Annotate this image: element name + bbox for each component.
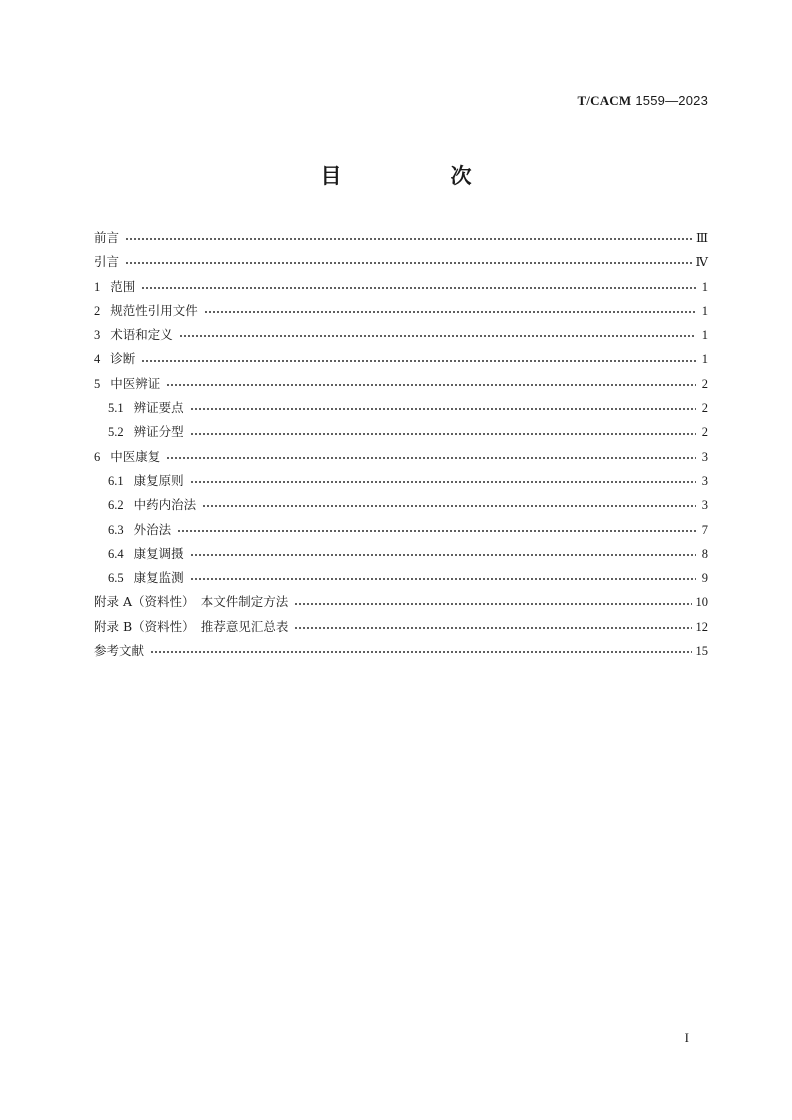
toc-page-number: 2 [701, 376, 708, 391]
toc-dot-leader [125, 237, 692, 241]
page-title: 目 次 [320, 164, 516, 188]
toc-entry[interactable] [94, 275, 708, 299]
toc-entry[interactable] [94, 518, 708, 542]
toc-entry-title: 辨证分型 [133, 424, 184, 440]
toc-dot-leader [202, 504, 696, 508]
toc-section-number: 2 [94, 303, 101, 318]
toc-dot-leader [141, 286, 696, 290]
toc-dot-leader [125, 261, 691, 265]
toc-entry[interactable] [94, 396, 708, 420]
toc-entry-label [108, 396, 184, 420]
toc-entry[interactable] [94, 347, 708, 371]
toc-entry-title: 参考文献 [94, 643, 145, 659]
toc-entry-label [108, 469, 184, 493]
table-of-contents [94, 226, 708, 663]
toc-entry-label [108, 542, 184, 566]
page-number: I [684, 1030, 689, 1045]
toc-page-number: 3 [701, 498, 708, 513]
toc-page-number: 12 [695, 619, 708, 634]
toc-dot-leader [190, 432, 696, 436]
toc-entry-title: 范围 [110, 278, 136, 294]
toc-page-number: 10 [695, 595, 708, 610]
toc-entry[interactable] [94, 420, 708, 444]
toc-entry[interactable] [94, 469, 708, 493]
toc-page-number: 7 [701, 522, 708, 537]
toc-entry[interactable] [94, 323, 708, 347]
toc-entry-title: 附录 A（资料性） 本文件制定方法 [94, 594, 289, 610]
toc-entry-title: 中医康复 [110, 448, 161, 464]
toc-page-number: 9 [701, 571, 708, 586]
toc-entry-label [108, 493, 196, 517]
toc-page-number: 1 [701, 279, 708, 294]
toc-page-number: 15 [695, 644, 708, 659]
toc-entry-label [94, 299, 198, 323]
toc-section-number: 6.4 [108, 546, 124, 561]
toc-section-number: 5.2 [108, 425, 124, 440]
toc-entry-label [94, 590, 288, 614]
toc-section-number: 6.3 [108, 522, 124, 537]
toc-dot-leader [190, 553, 696, 557]
toc-entry-title: 附录 B（资料性） 推荐意见汇总表 [94, 618, 289, 634]
toc-dot-leader [204, 310, 696, 314]
toc-dot-leader [179, 334, 696, 338]
toc-dot-leader [141, 359, 696, 363]
toc-entry-label [108, 518, 171, 542]
toc-entry-label [94, 615, 288, 639]
toc-section-number: 6.5 [108, 571, 124, 586]
toc-entry[interactable] [94, 445, 708, 469]
toc-entry[interactable] [94, 226, 708, 250]
toc-entry-title: 前言 [94, 230, 120, 245]
toc-section-number: 3 [94, 328, 101, 343]
toc-entry-title: 规范性引用文件 [110, 302, 198, 318]
toc-entry-title: 康复原则 [133, 472, 184, 488]
toc-entry[interactable] [94, 566, 708, 590]
toc-entry-title: 中医辨证 [110, 375, 161, 391]
toc-section-number: 1 [94, 279, 101, 294]
toc-page-number: 3 [701, 473, 708, 488]
toc-page-number: Ⅳ [695, 255, 708, 270]
toc-entry-label [108, 566, 184, 590]
toc-entry-title: 外治法 [133, 521, 172, 537]
toc-page-number: 1 [701, 328, 708, 343]
toc-dot-leader [166, 456, 696, 460]
toc-entry-title: 引言 [94, 254, 120, 270]
toc-page-number: 2 [701, 401, 708, 416]
toc-entry-title: 康复监测 [133, 570, 184, 586]
toc-entry-label [94, 372, 160, 396]
toc-entry[interactable] [94, 590, 708, 614]
toc-entry[interactable] [94, 299, 708, 323]
toc-dot-leader [166, 383, 696, 387]
toc-page-number: 3 [701, 449, 708, 464]
toc-page-number: 8 [701, 546, 708, 561]
toc-page-number: Ⅲ [695, 231, 708, 245]
toc-entry-title: 辨证要点 [133, 400, 184, 416]
toc-entry[interactable] [94, 615, 708, 639]
toc-page-number: 1 [701, 303, 708, 318]
toc-entry-label [94, 445, 160, 469]
toc-entry[interactable] [94, 372, 708, 396]
toc-dot-leader [294, 602, 691, 606]
standard-prefix: T/CACM [577, 93, 632, 108]
toc-page-number: 1 [701, 352, 708, 367]
toc-entry-title: 中药内治法 [133, 497, 197, 513]
toc-entry-label [94, 275, 135, 299]
toc-entry-label [94, 226, 119, 250]
toc-dot-leader [190, 577, 696, 581]
toc-section-number: 5.1 [108, 401, 124, 416]
toc-dot-leader [150, 650, 691, 654]
toc-entry-title: 术语和定义 [110, 327, 173, 343]
toc-entry[interactable] [94, 542, 708, 566]
toc-entry-label [94, 347, 135, 371]
toc-section-number: 6.2 [108, 498, 124, 513]
toc-entry-title: 诊断 [110, 351, 136, 367]
toc-entry-label [94, 250, 119, 274]
document-code [577, 93, 708, 109]
standard-number: 1559—2023 [635, 93, 708, 108]
toc-dot-leader [294, 626, 691, 630]
toc-page-number: 2 [701, 425, 708, 440]
toc-dot-leader [177, 529, 696, 533]
toc-entry-label [94, 639, 144, 663]
toc-entry[interactable] [94, 493, 708, 517]
toc-entry-title: 康复调摄 [133, 545, 184, 561]
toc-entry-label [108, 420, 184, 444]
toc-entry[interactable] [94, 639, 708, 663]
toc-section-number: 6 [94, 449, 101, 464]
toc-entry[interactable] [94, 250, 708, 274]
toc-section-number: 6.1 [108, 473, 124, 488]
toc-entry-label [94, 323, 173, 347]
toc-section-number: 4 [94, 352, 101, 367]
toc-dot-leader [190, 480, 696, 484]
toc-section-number: 5 [94, 376, 101, 391]
toc-dot-leader [190, 407, 696, 411]
